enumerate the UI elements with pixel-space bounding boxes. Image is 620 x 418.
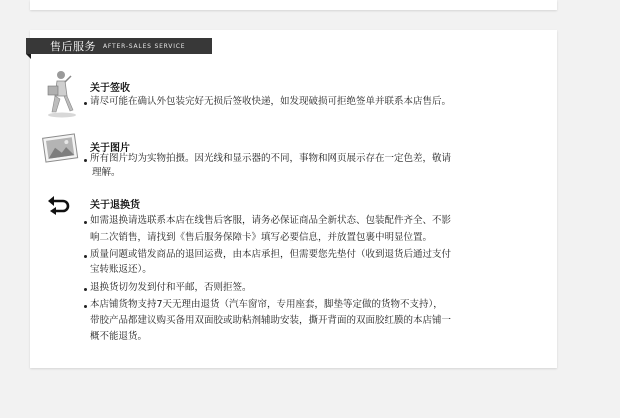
- header-ribbon-notch: [26, 54, 31, 59]
- info-line: 响二次销售，请找到《售后服务保障卡》填写必要信息，并放置包裹中明显位置。: [90, 232, 433, 243]
- bullet-dot: [84, 255, 87, 258]
- info-line: 本店铺货物支持7天无理由退货（汽车窗帘，专用座套，脚垫等定做的货物不支持），: [90, 299, 443, 310]
- info-line: 所有图片均为实物拍摄。因光线和显示器的不同，事物和网页展示存在一定色差，敬请: [90, 153, 452, 164]
- header-subtitle: AFTER-SALES SERVICE: [103, 42, 186, 50]
- return-arrows-icon: [46, 195, 72, 217]
- previous-card: [30, 0, 557, 10]
- info-line: 宝转账返还）。: [90, 264, 152, 275]
- section-title: 关于退换货: [90, 200, 140, 211]
- section-title: 关于签收: [90, 83, 130, 94]
- bullet-dot: [84, 305, 87, 308]
- bullet-dot: [84, 221, 87, 224]
- delivery-person-icon: [44, 66, 80, 118]
- bullet-dot: [84, 288, 87, 291]
- info-line: 如需退换请选联系本店在线售后客服，请务必保证商品全新状态、包装配件齐全、不影: [90, 215, 452, 226]
- section-header: [26, 38, 212, 54]
- info-line: 带胶产品都建议购买备用双面胶或助粘剂辅助安装，撕开背面的双面胶红膜的本店铺一: [90, 315, 452, 326]
- header-title: 售后服务: [50, 40, 96, 53]
- bullet-dot: [84, 102, 87, 105]
- section-title: 关于图片: [90, 143, 130, 154]
- info-line: 概不能退货。: [90, 331, 148, 342]
- photo-frame-icon: [40, 130, 80, 164]
- info-line: 退换货切勿发到付和平邮，否则拒签。: [90, 282, 252, 293]
- info-line: 质量问题或错发商品的退回运费，由本店承担，但需要您先垫付（收到退货后通过支付: [90, 249, 452, 260]
- info-line: 请尽可能在确认外包装完好无损后签收快递，如发现破损可拒绝签单并联系本店售后。: [90, 96, 452, 107]
- bullet-dot: [84, 159, 87, 162]
- info-line: 理解。: [92, 167, 121, 178]
